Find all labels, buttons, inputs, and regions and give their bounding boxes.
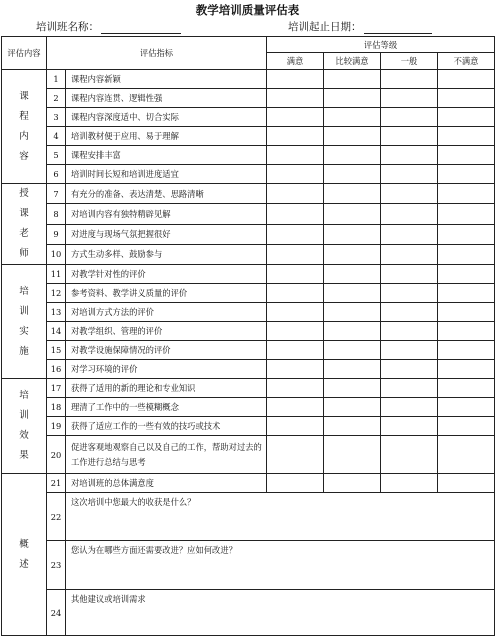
rating-cell-satisfied[interactable]	[267, 146, 324, 165]
item-number: 13	[47, 303, 66, 322]
rating-cell-unsatisfied[interactable]	[438, 146, 495, 165]
rating-cell-fairly-satisfied[interactable]	[324, 89, 381, 108]
rating-cell-average[interactable]	[381, 360, 438, 379]
rating-cell-unsatisfied[interactable]	[438, 322, 495, 341]
rating-cell-unsatisfied[interactable]	[438, 108, 495, 127]
rating-cell-satisfied[interactable]	[267, 398, 324, 417]
rating-cell-fairly-satisfied[interactable]	[324, 165, 381, 184]
rating-cell-unsatisfied[interactable]	[438, 204, 495, 224]
item-text: 对教学设施保障情况的评价	[66, 341, 267, 360]
item-number: 11	[47, 265, 66, 284]
rating-cell-satisfied[interactable]	[267, 322, 324, 341]
rating-cell-unsatisfied[interactable]	[438, 89, 495, 108]
rating-cell-satisfied[interactable]	[267, 89, 324, 108]
rating-cell-satisfied[interactable]	[267, 360, 324, 379]
section-course-content: 课 程 内 容	[2, 70, 47, 184]
item-text: 获得了适用的新的理论和专业知识	[66, 379, 267, 398]
rating-cell-fairly-satisfied[interactable]	[324, 398, 381, 417]
open-question-suggestions[interactable]: 其他建议或培训需求	[66, 590, 495, 636]
section-implementation: 培 训 实 施	[2, 265, 47, 379]
item-number: 4	[47, 127, 66, 146]
rating-cell-average[interactable]	[381, 108, 438, 127]
header-content: 评估内容	[2, 37, 47, 70]
rating-cell-satisfied[interactable]	[267, 303, 324, 322]
rating-cell-average[interactable]	[381, 474, 438, 493]
item-text: 对培训内容有独特精辟见解	[66, 204, 267, 224]
rating-cell-average[interactable]	[381, 398, 438, 417]
item-number: 6	[47, 165, 66, 184]
item-text: 有充分的准备、表达清楚、思路清晰	[66, 184, 267, 204]
header-level-satisfied: 满意	[267, 53, 324, 70]
item-text: 获得了适应工作的一些有效的技巧或技术	[66, 417, 267, 436]
rating-cell-average[interactable]	[381, 89, 438, 108]
rating-cell-satisfied[interactable]	[267, 436, 324, 474]
item-text: 方式生动多样、鼓励参与	[66, 244, 267, 264]
rating-cell-fairly-satisfied[interactable]	[324, 322, 381, 341]
class-name-row	[36, 19, 181, 34]
rating-cell-average[interactable]	[381, 284, 438, 303]
item-text: 课程安排丰富	[66, 146, 267, 165]
item-text: 培训时间长短和培训进度适宜	[66, 165, 267, 184]
rating-cell-average[interactable]	[381, 204, 438, 224]
rating-cell-fairly-satisfied[interactable]	[324, 265, 381, 284]
rating-cell-unsatisfied[interactable]	[438, 70, 495, 89]
item-number: 2	[47, 89, 66, 108]
item-text: 理清了工作中的一些模糊概念	[66, 398, 267, 417]
rating-cell-unsatisfied[interactable]	[438, 436, 495, 474]
rating-cell-average[interactable]	[381, 303, 438, 322]
item-text: 对学习环境的评价	[66, 360, 267, 379]
rating-cell-average[interactable]	[381, 224, 438, 244]
item-text: 参考资料、教学讲义质量的评价	[66, 284, 267, 303]
item-text: 促进客观地观察自己以及自己的工作，帮助对过去的工作进行总结与思考	[66, 436, 267, 474]
rating-cell-unsatisfied[interactable]	[438, 360, 495, 379]
item-text: 培训教材便于应用、易于理解	[66, 127, 267, 146]
item-number: 18	[47, 398, 66, 417]
item-number: 16	[47, 360, 66, 379]
rating-cell-satisfied[interactable]	[267, 70, 324, 89]
rating-cell-satisfied[interactable]	[267, 224, 324, 244]
rating-cell-satisfied[interactable]	[267, 244, 324, 264]
rating-cell-fairly-satisfied[interactable]	[324, 108, 381, 127]
rating-cell-average[interactable]	[381, 165, 438, 184]
open-question-gains[interactable]: 这次培训中您最大的收获是什么？	[66, 493, 495, 541]
rating-cell-satisfied[interactable]	[267, 204, 324, 224]
rating-cell-average[interactable]	[381, 146, 438, 165]
item-number: 8	[47, 204, 66, 224]
item-number: 10	[47, 244, 66, 264]
rating-cell-unsatisfied[interactable]	[438, 341, 495, 360]
section-effect: 培 训 效 果	[2, 379, 47, 474]
item-text: 对教学组织、管理的评价	[66, 322, 267, 341]
rating-cell-satisfied[interactable]	[267, 417, 324, 436]
evaluation-table	[1, 36, 495, 636]
header-level-unsatisfied: 不满意	[438, 53, 495, 70]
rating-cell-unsatisfied[interactable]	[438, 165, 495, 184]
rating-cell-fairly-satisfied[interactable]	[324, 224, 381, 244]
rating-cell-unsatisfied[interactable]	[438, 417, 495, 436]
rating-cell-fairly-satisfied[interactable]	[324, 417, 381, 436]
item-text: 对培训方式方法的评价	[66, 303, 267, 322]
rating-cell-average[interactable]	[381, 265, 438, 284]
item-number: 20	[47, 436, 66, 474]
item-number: 12	[47, 284, 66, 303]
item-number: 3	[47, 108, 66, 127]
rating-cell-satisfied[interactable]	[267, 284, 324, 303]
header-grade: 评估等级	[267, 37, 495, 53]
rating-cell-unsatisfied[interactable]	[438, 265, 495, 284]
rating-cell-satisfied[interactable]	[267, 474, 324, 493]
rating-cell-unsatisfied[interactable]	[438, 398, 495, 417]
date-field[interactable]	[364, 22, 432, 34]
rating-cell-fairly-satisfied[interactable]	[324, 379, 381, 398]
rating-cell-fairly-satisfied[interactable]	[324, 184, 381, 204]
rating-cell-fairly-satisfied[interactable]	[324, 127, 381, 146]
item-text: 课程内容连贯、逻辑性强	[66, 89, 267, 108]
item-number: 15	[47, 341, 66, 360]
item-number: 7	[47, 184, 66, 204]
item-number: 1	[47, 70, 66, 89]
item-text: 课程内容深度适中、切合实际	[66, 108, 267, 127]
class-name-label: 培训班名称：	[36, 21, 99, 33]
rating-cell-fairly-satisfied[interactable]	[324, 244, 381, 264]
rating-cell-fairly-satisfied[interactable]	[324, 204, 381, 224]
rating-cell-fairly-satisfied[interactable]	[324, 146, 381, 165]
item-text: 对培训班的总体满意度	[66, 474, 267, 493]
date-label: 培训起止日期：	[288, 21, 362, 33]
rating-cell-fairly-satisfied[interactable]	[324, 70, 381, 89]
open-question-improvements[interactable]: 您认为在哪些方面还需要改进？应如何改进？	[66, 541, 495, 590]
rating-cell-unsatisfied[interactable]	[438, 474, 495, 493]
item-number: 5	[47, 146, 66, 165]
rating-cell-average[interactable]	[381, 184, 438, 204]
item-number: 19	[47, 417, 66, 436]
rating-cell-satisfied[interactable]	[267, 379, 324, 398]
item-text: 对进度与现场气氛把握很好	[66, 224, 267, 244]
item-number: 21	[47, 474, 66, 493]
item-text: 课程内容新颖	[66, 70, 267, 89]
rating-cell-satisfied[interactable]	[267, 165, 324, 184]
rating-cell-unsatisfied[interactable]	[438, 244, 495, 264]
rating-cell-average[interactable]	[381, 70, 438, 89]
rating-cell-fairly-satisfied[interactable]	[324, 341, 381, 360]
rating-cell-satisfied[interactable]	[267, 108, 324, 127]
item-number: 23	[47, 541, 66, 590]
rating-cell-average[interactable]	[381, 127, 438, 146]
header-level-average: 一般	[381, 53, 438, 70]
rating-cell-satisfied[interactable]	[267, 341, 324, 360]
header-indicator: 评估指标	[47, 37, 267, 70]
rating-cell-fairly-satisfied[interactable]	[324, 303, 381, 322]
rating-cell-satisfied[interactable]	[267, 265, 324, 284]
section-teacher: 授 课 老 师	[2, 184, 47, 265]
class-name-field[interactable]	[101, 22, 181, 34]
rating-cell-average[interactable]	[381, 244, 438, 264]
rating-cell-average[interactable]	[381, 379, 438, 398]
rating-cell-average[interactable]	[381, 436, 438, 474]
rating-cell-fairly-satisfied[interactable]	[324, 474, 381, 493]
header-level-fairly-satisfied: 比较满意	[324, 53, 381, 70]
date-row	[288, 19, 432, 34]
item-number: 9	[47, 224, 66, 244]
rating-cell-satisfied[interactable]	[267, 127, 324, 146]
item-number: 24	[47, 590, 66, 636]
rating-cell-unsatisfied[interactable]	[438, 184, 495, 204]
rating-cell-average[interactable]	[381, 341, 438, 360]
rating-cell-unsatisfied[interactable]	[438, 127, 495, 146]
rating-cell-average[interactable]	[381, 417, 438, 436]
rating-cell-satisfied[interactable]	[267, 184, 324, 204]
rating-cell-unsatisfied[interactable]	[438, 224, 495, 244]
item-number: 22	[47, 493, 66, 541]
rating-cell-fairly-satisfied[interactable]	[324, 436, 381, 474]
rating-cell-unsatisfied[interactable]	[438, 379, 495, 398]
item-number: 17	[47, 379, 66, 398]
item-number: 14	[47, 322, 66, 341]
form-title: 教学培训质量评估表	[195, 3, 300, 17]
rating-cell-unsatisfied[interactable]	[438, 284, 495, 303]
rating-cell-average[interactable]	[381, 322, 438, 341]
rating-cell-fairly-satisfied[interactable]	[324, 360, 381, 379]
item-text: 对教学针对性的评价	[66, 265, 267, 284]
section-summary: 概 述	[2, 474, 47, 636]
rating-cell-unsatisfied[interactable]	[438, 303, 495, 322]
rating-cell-fairly-satisfied[interactable]	[324, 284, 381, 303]
